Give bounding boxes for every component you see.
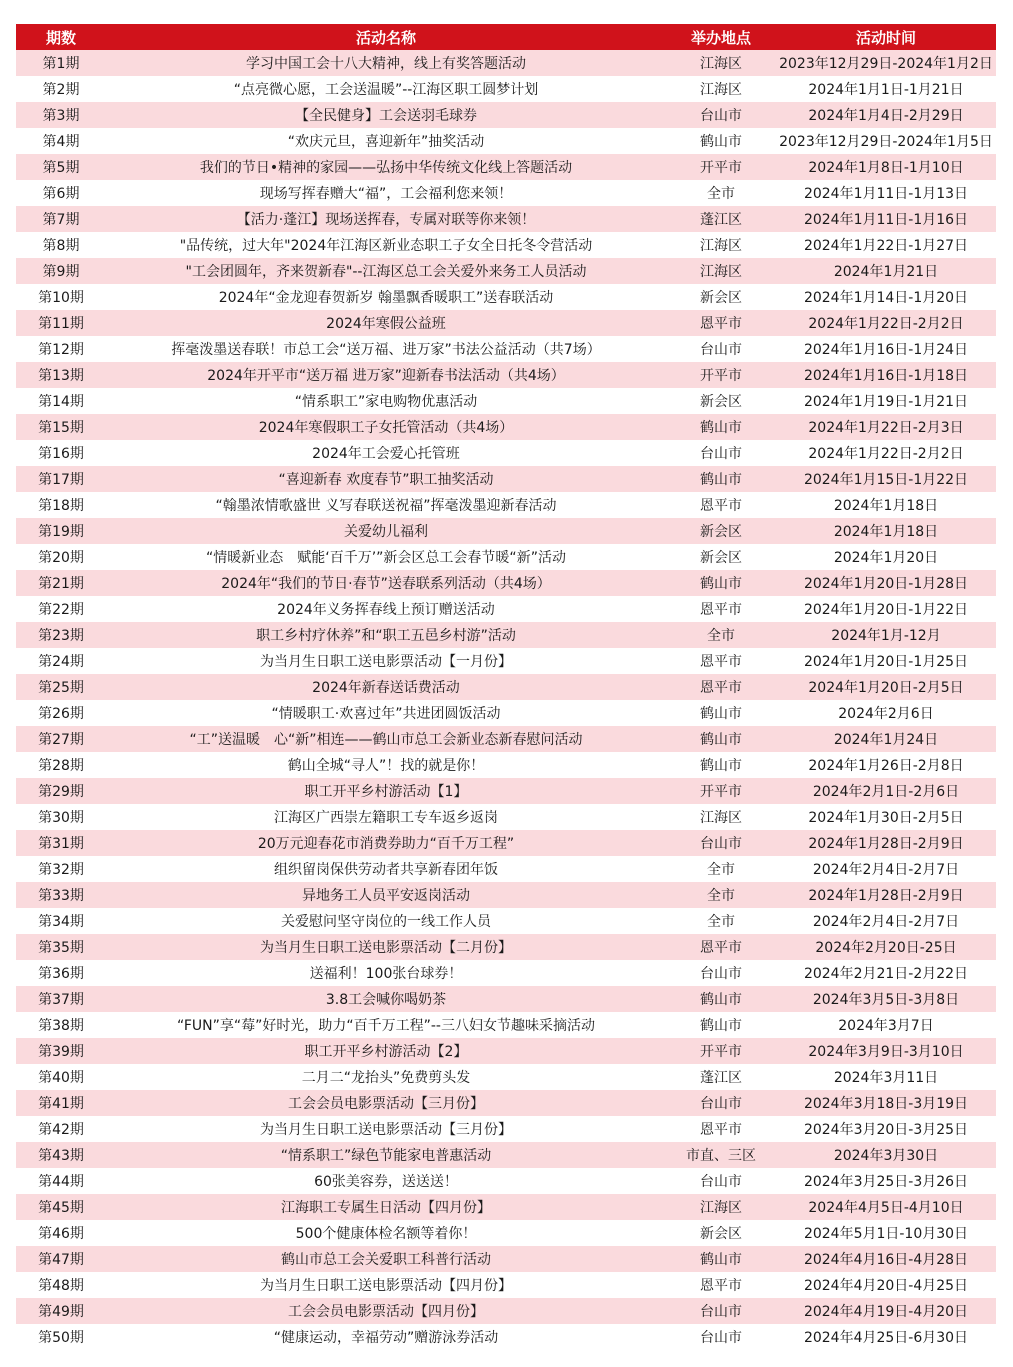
- cell-activity-name: 异地务工人员平安返岗活动: [106, 882, 666, 908]
- cell-location: 鹤山市: [666, 700, 776, 726]
- cell-time: 2024年4月19日-4月20日: [776, 1298, 996, 1324]
- table-row: [16, 414, 996, 440]
- cell-activity-name: 关爱幼儿福利: [106, 518, 666, 544]
- cell-period: 第2期: [16, 76, 106, 102]
- cell-location: 全市: [666, 622, 776, 648]
- cell-time: 2024年4月16日-4月28日: [776, 1246, 996, 1272]
- cell-activity-name: “点亮微心愿，工会送温暖”--江海区职工圆梦计划: [106, 76, 666, 102]
- cell-period: 第8期: [16, 232, 106, 258]
- cell-time: 2024年2月4日-2月7日: [776, 908, 996, 934]
- cell-period: 第26期: [16, 700, 106, 726]
- cell-activity-name: “健康运动，幸福劳动”赠游泳券活动: [106, 1324, 666, 1350]
- cell-period: 第39期: [16, 1038, 106, 1064]
- table-row: [16, 336, 996, 362]
- cell-activity-name: “翰墨浓情歌盛世 义写春联送祝福”挥毫泼墨迎新春活动: [106, 492, 666, 518]
- cell-period: 第5期: [16, 154, 106, 180]
- table-row: [16, 440, 996, 466]
- cell-location: 江海区: [666, 76, 776, 102]
- cell-time: 2024年1月-12月: [776, 622, 996, 648]
- table-row: [16, 674, 996, 700]
- cell-time: 2024年1月11日-1月13日: [776, 180, 996, 206]
- cell-location: 江海区: [666, 804, 776, 830]
- cell-location: 恩平市: [666, 934, 776, 960]
- cell-period: 第30期: [16, 804, 106, 830]
- cell-time: 2024年1月8日-1月10日: [776, 154, 996, 180]
- cell-activity-name: 为当月生日职工送电影票活动【一月份】: [106, 648, 666, 674]
- table-row: [16, 76, 996, 102]
- table-row: [16, 1246, 996, 1272]
- cell-activity-name: 2024年义务挥春线上预订赠送活动: [106, 596, 666, 622]
- cell-location: 江海区: [666, 232, 776, 258]
- cell-period: 第32期: [16, 856, 106, 882]
- cell-activity-name: 2024年“金龙迎春贺新岁 翰墨飘香暖职工”送春联活动: [106, 284, 666, 310]
- cell-activity-name: “情暖职工·欢喜过年”共进团圆饭活动: [106, 700, 666, 726]
- table-row: [16, 622, 996, 648]
- cell-period: 第41期: [16, 1090, 106, 1116]
- cell-location: 鹤山市: [666, 726, 776, 752]
- cell-period: 第28期: [16, 752, 106, 778]
- table-row: [16, 388, 996, 414]
- cell-period: 第47期: [16, 1246, 106, 1272]
- cell-activity-name: 2024年工会爱心托管班: [106, 440, 666, 466]
- cell-period: 第42期: [16, 1116, 106, 1142]
- cell-period: 第25期: [16, 674, 106, 700]
- cell-time: 2024年1月18日: [776, 518, 996, 544]
- cell-activity-name: 职工开平乡村游活动【1】: [106, 778, 666, 804]
- cell-period: 第38期: [16, 1012, 106, 1038]
- cell-activity-name: “情系职工”绿色节能家电普惠活动: [106, 1142, 666, 1168]
- cell-location: 鹤山市: [666, 752, 776, 778]
- table-row: [16, 50, 996, 76]
- cell-period: 第40期: [16, 1064, 106, 1090]
- table-row: [16, 778, 996, 804]
- cell-time: 2024年4月20日-4月25日: [776, 1272, 996, 1298]
- cell-activity-name: 送福利！100张台球券！: [106, 960, 666, 986]
- cell-period: 第27期: [16, 726, 106, 752]
- cell-time: 2024年1月21日: [776, 258, 996, 284]
- cell-time: 2024年3月7日: [776, 1012, 996, 1038]
- cell-period: 第6期: [16, 180, 106, 206]
- cell-period: 第10期: [16, 284, 106, 310]
- table-row: [16, 830, 996, 856]
- cell-location: 恩平市: [666, 648, 776, 674]
- table-row: [16, 752, 996, 778]
- cell-period: 第18期: [16, 492, 106, 518]
- table-body: [16, 50, 996, 1350]
- cell-period: 第11期: [16, 310, 106, 336]
- cell-activity-name: 关爱慰问坚守岗位的一线工作人员: [106, 908, 666, 934]
- cell-time: 2024年2月20日-25日: [776, 934, 996, 960]
- cell-time: 2024年1月4日-2月29日: [776, 102, 996, 128]
- cell-time: 2024年1月20日-1月25日: [776, 648, 996, 674]
- cell-activity-name: 【活力·蓬江】现场送挥春，专属对联等你来领！: [106, 206, 666, 232]
- cell-activity-name: 职工开平乡村游活动【2】: [106, 1038, 666, 1064]
- cell-time: 2024年4月5日-4月10日: [776, 1194, 996, 1220]
- table-row: [16, 882, 996, 908]
- cell-activity-name: 组织留岗保供劳动者共享新春团年饭: [106, 856, 666, 882]
- table-row: [16, 856, 996, 882]
- cell-activity-name: 江海职工专属生日活动【四月份】: [106, 1194, 666, 1220]
- table-row: [16, 1194, 996, 1220]
- table-row: [16, 648, 996, 674]
- cell-time: 2024年1月18日: [776, 492, 996, 518]
- cell-period: 第19期: [16, 518, 106, 544]
- cell-activity-name: “情暖新业态 赋能‘百千万’”新会区总工会春节暖“新”活动: [106, 544, 666, 570]
- cell-time: 2024年3月30日: [776, 1142, 996, 1168]
- cell-location: 台山市: [666, 1090, 776, 1116]
- cell-time: 2024年2月4日-2月7日: [776, 856, 996, 882]
- table-row: [16, 232, 996, 258]
- table-header: [16, 24, 996, 50]
- cell-activity-name: “欢庆元旦，喜迎新年”抽奖活动: [106, 128, 666, 154]
- cell-activity-name: 20万元迎春花市消费券助力“百千万工程”: [106, 830, 666, 856]
- cell-period: 第44期: [16, 1168, 106, 1194]
- cell-activity-name: 为当月生日职工送电影票活动【三月份】: [106, 1116, 666, 1142]
- cell-time: 2024年1月14日-1月20日: [776, 284, 996, 310]
- cell-location: 新会区: [666, 544, 776, 570]
- cell-activity-name: 工会会员电影票活动【三月份】: [106, 1090, 666, 1116]
- cell-activity-name: “喜迎新春 欢度春节”职工抽奖活动: [106, 466, 666, 492]
- table-row: [16, 518, 996, 544]
- cell-time: 2024年1月1日-1月21日: [776, 76, 996, 102]
- cell-time: 2024年3月18日-3月19日: [776, 1090, 996, 1116]
- cell-location: 鹤山市: [666, 414, 776, 440]
- cell-location: 市直、三区: [666, 1142, 776, 1168]
- cell-location: 台山市: [666, 1324, 776, 1350]
- cell-time: 2024年2月1日-2月6日: [776, 778, 996, 804]
- cell-location: 开平市: [666, 154, 776, 180]
- table-row: [16, 1298, 996, 1324]
- cell-activity-name: 挥毫泼墨送春联！市总工会“送万福、进万家”书法公益活动（共7场）: [106, 336, 666, 362]
- cell-location: 新会区: [666, 1220, 776, 1246]
- cell-location: 江海区: [666, 258, 776, 284]
- table-row: [16, 804, 996, 830]
- cell-activity-name: 工会会员电影票活动【四月份】: [106, 1298, 666, 1324]
- cell-period: 第36期: [16, 960, 106, 986]
- cell-period: 第34期: [16, 908, 106, 934]
- table-row: [16, 1090, 996, 1116]
- cell-activity-name: 职工乡村疗休养”和“职工五邑乡村游”活动: [106, 622, 666, 648]
- cell-location: 鹤山市: [666, 466, 776, 492]
- cell-activity-name: 为当月生日职工送电影票活动【二月份】: [106, 934, 666, 960]
- cell-time: 2024年1月16日-1月24日: [776, 336, 996, 362]
- cell-period: 第23期: [16, 622, 106, 648]
- cell-location: 台山市: [666, 440, 776, 466]
- cell-location: 开平市: [666, 362, 776, 388]
- cell-activity-name: 2024年“我们的节日·春节”送春联系列活动（共4场）: [106, 570, 666, 596]
- table-row: [16, 206, 996, 232]
- table-row: [16, 1012, 996, 1038]
- table-row: [16, 466, 996, 492]
- cell-period: 第24期: [16, 648, 106, 674]
- cell-time: 2023年12月29日-2024年1月2日: [776, 50, 996, 76]
- table-row: [16, 492, 996, 518]
- cell-location: 鹤山市: [666, 986, 776, 1012]
- cell-activity-name: 2024年寒假公益班: [106, 310, 666, 336]
- cell-period: 第50期: [16, 1324, 106, 1350]
- table-row: [16, 700, 996, 726]
- cell-location: 恩平市: [666, 674, 776, 700]
- cell-location: 台山市: [666, 830, 776, 856]
- cell-activity-name: 3.8工会喊你喝奶茶: [106, 986, 666, 1012]
- table-row: [16, 154, 996, 180]
- cell-activity-name: 2024年寒假职工子女托管活动（共4场）: [106, 414, 666, 440]
- cell-activity-name: 鹤山市总工会关爱职工科普行活动: [106, 1246, 666, 1272]
- cell-period: 第46期: [16, 1220, 106, 1246]
- cell-location: 鹤山市: [666, 1012, 776, 1038]
- table-row: [16, 180, 996, 206]
- cell-activity-name: “情系职工”家电购物优惠活动: [106, 388, 666, 414]
- table-row: [16, 934, 996, 960]
- cell-time: 2024年3月5日-3月8日: [776, 986, 996, 1012]
- cell-activity-name: 60张美容券，送送送！: [106, 1168, 666, 1194]
- cell-activity-name: 学习中国工会十八大精神，线上有奖答题活动: [106, 50, 666, 76]
- table-row: [16, 284, 996, 310]
- header-activity-name: 活动名称: [106, 24, 666, 50]
- cell-activity-name: 江海区广西崇左籍职工专车返乡返岗: [106, 804, 666, 830]
- cell-time: 2024年3月20日-3月25日: [776, 1116, 996, 1142]
- table-row: [16, 726, 996, 752]
- cell-time: 2024年1月30日-2月5日: [776, 804, 996, 830]
- cell-time: 2024年1月20日-1月22日: [776, 596, 996, 622]
- cell-location: 新会区: [666, 388, 776, 414]
- cell-period: 第48期: [16, 1272, 106, 1298]
- cell-time: 2024年1月26日-2月8日: [776, 752, 996, 778]
- cell-location: 恩平市: [666, 596, 776, 622]
- table-row: [16, 908, 996, 934]
- cell-time: 2024年1月11日-1月16日: [776, 206, 996, 232]
- cell-period: 第45期: [16, 1194, 106, 1220]
- cell-time: 2024年1月20日: [776, 544, 996, 570]
- table-row: [16, 1220, 996, 1246]
- table-row: [16, 102, 996, 128]
- table-row: [16, 310, 996, 336]
- cell-time: 2024年3月9日-3月10日: [776, 1038, 996, 1064]
- cell-time: 2024年1月28日-2月9日: [776, 882, 996, 908]
- cell-location: 全市: [666, 908, 776, 934]
- cell-time: 2024年2月21日-2月22日: [776, 960, 996, 986]
- cell-time: 2024年1月16日-1月18日: [776, 362, 996, 388]
- cell-location: 鹤山市: [666, 570, 776, 596]
- cell-activity-name: 2024年新春送话费活动: [106, 674, 666, 700]
- cell-period: 第20期: [16, 544, 106, 570]
- cell-period: 第16期: [16, 440, 106, 466]
- cell-period: 第15期: [16, 414, 106, 440]
- cell-activity-name: 鹤山全城“寻人”！找的就是你！: [106, 752, 666, 778]
- header-location: 举办地点: [666, 24, 776, 50]
- cell-period: 第43期: [16, 1142, 106, 1168]
- cell-time: 2024年5月1日-10月30日: [776, 1220, 996, 1246]
- cell-time: 2024年1月19日-1月21日: [776, 388, 996, 414]
- cell-location: 恩平市: [666, 1116, 776, 1142]
- cell-location: 全市: [666, 856, 776, 882]
- cell-location: 江海区: [666, 1194, 776, 1220]
- cell-time: 2024年1月20日-1月28日: [776, 570, 996, 596]
- table-row: [16, 128, 996, 154]
- table-row: [16, 1064, 996, 1090]
- cell-period: 第1期: [16, 50, 106, 76]
- cell-location: 台山市: [666, 1298, 776, 1324]
- table-row: [16, 570, 996, 596]
- cell-location: 鹤山市: [666, 1246, 776, 1272]
- cell-location: 新会区: [666, 518, 776, 544]
- cell-time: 2024年1月20日-2月5日: [776, 674, 996, 700]
- cell-activity-name: 现场写挥春赠大“福”，工会福利您来领！: [106, 180, 666, 206]
- cell-time: 2024年1月22日-2月2日: [776, 310, 996, 336]
- cell-time: 2023年12月29日-2024年1月5日: [776, 128, 996, 154]
- cell-activity-name: 我们的节日•精神的家园——弘扬中华传统文化线上答题活动: [106, 154, 666, 180]
- cell-time: 2024年2月6日: [776, 700, 996, 726]
- cell-location: 台山市: [666, 960, 776, 986]
- table-row: [16, 1272, 996, 1298]
- cell-period: 第35期: [16, 934, 106, 960]
- table-row: [16, 596, 996, 622]
- cell-period: 第4期: [16, 128, 106, 154]
- cell-location: 全市: [666, 180, 776, 206]
- table-row: [16, 1168, 996, 1194]
- cell-activity-name: "工会团圆年，齐来贺新春"--江海区总工会关爱外来务工人员活动: [106, 258, 666, 284]
- cell-time: 2024年1月28日-2月9日: [776, 830, 996, 856]
- cell-period: 第22期: [16, 596, 106, 622]
- table-row: [16, 986, 996, 1012]
- cell-activity-name: 为当月生日职工送电影票活动【四月份】: [106, 1272, 666, 1298]
- cell-location: 蓬江区: [666, 206, 776, 232]
- cell-activity-name: 500个健康体检名额等着你！: [106, 1220, 666, 1246]
- header-period: 期数: [16, 24, 106, 50]
- cell-period: 第3期: [16, 102, 106, 128]
- cell-period: 第9期: [16, 258, 106, 284]
- cell-time: 2024年1月24日: [776, 726, 996, 752]
- cell-location: 台山市: [666, 336, 776, 362]
- cell-period: 第49期: [16, 1298, 106, 1324]
- cell-time: 2024年4月25日-6月30日: [776, 1324, 996, 1350]
- cell-time: 2024年1月22日-2月2日: [776, 440, 996, 466]
- cell-location: 新会区: [666, 284, 776, 310]
- cell-period: 第31期: [16, 830, 106, 856]
- cell-location: 恩平市: [666, 492, 776, 518]
- cell-period: 第37期: [16, 986, 106, 1012]
- cell-time: 2024年3月11日: [776, 1064, 996, 1090]
- cell-time: 2024年3月25日-3月26日: [776, 1168, 996, 1194]
- table-row: [16, 1038, 996, 1064]
- cell-activity-name: 【全民健身】工会送羽毛球券: [106, 102, 666, 128]
- cell-time: 2024年1月15日-1月22日: [776, 466, 996, 492]
- table-row: [16, 544, 996, 570]
- table-row: [16, 1324, 996, 1350]
- cell-time: 2024年1月22日-1月27日: [776, 232, 996, 258]
- cell-period: 第14期: [16, 388, 106, 414]
- cell-location: 江海区: [666, 50, 776, 76]
- cell-period: 第21期: [16, 570, 106, 596]
- table-row: [16, 960, 996, 986]
- table-row: [16, 1116, 996, 1142]
- activities-table: [16, 24, 996, 1350]
- cell-time: 2024年1月22日-2月3日: [776, 414, 996, 440]
- table-row: [16, 1142, 996, 1168]
- cell-period: 第12期: [16, 336, 106, 362]
- cell-activity-name: 二月二“龙抬头”免费剪头发: [106, 1064, 666, 1090]
- cell-period: 第29期: [16, 778, 106, 804]
- cell-period: 第33期: [16, 882, 106, 908]
- cell-location: 全市: [666, 882, 776, 908]
- table-row: [16, 258, 996, 284]
- cell-location: 台山市: [666, 1168, 776, 1194]
- cell-activity-name: “FUN”享“莓”好时光，助力“百千万工程”--三八妇女节趣味采摘活动: [106, 1012, 666, 1038]
- cell-activity-name: “工”送温暖 心“新”相连——鹤山市总工会新业态新春慰问活动: [106, 726, 666, 752]
- header-time: 活动时间: [776, 24, 996, 50]
- cell-period: 第13期: [16, 362, 106, 388]
- cell-activity-name: "品传统，过大年"2024年江海区新业态职工子女全日托冬令营活动: [106, 232, 666, 258]
- cell-location: 恩平市: [666, 310, 776, 336]
- cell-location: 鹤山市: [666, 128, 776, 154]
- cell-period: 第17期: [16, 466, 106, 492]
- cell-location: 恩平市: [666, 1272, 776, 1298]
- table-row: [16, 362, 996, 388]
- cell-location: 台山市: [666, 102, 776, 128]
- cell-period: 第7期: [16, 206, 106, 232]
- header-row: [16, 24, 996, 50]
- cell-location: 开平市: [666, 1038, 776, 1064]
- cell-location: 蓬江区: [666, 1064, 776, 1090]
- cell-activity-name: 2024年开平市“送万福 进万家”迎新春书法活动（共4场）: [106, 362, 666, 388]
- cell-location: 开平市: [666, 778, 776, 804]
